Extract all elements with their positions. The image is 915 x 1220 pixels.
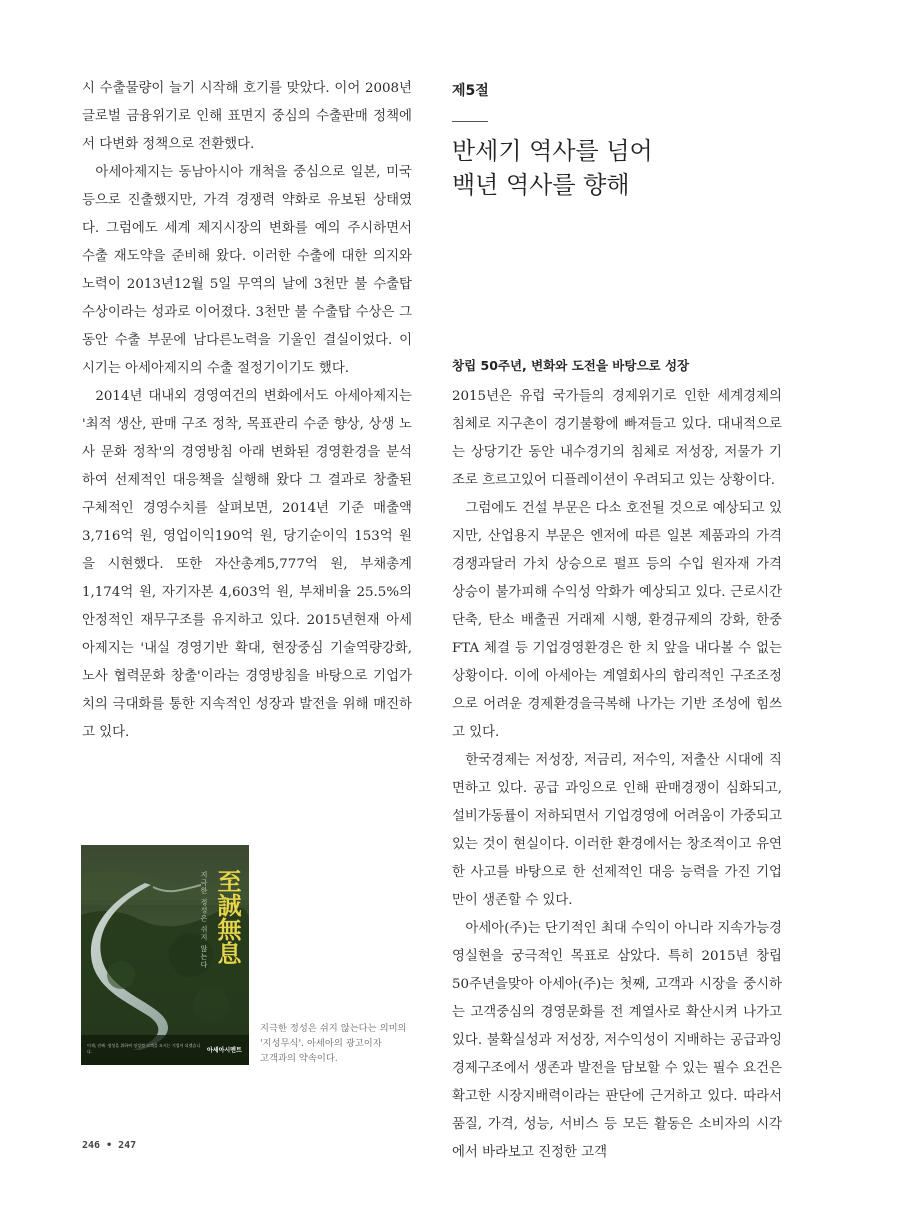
section-title bbox=[452, 134, 653, 202]
image-caption: 지극한 정성은 쉬지 않는다는 의미의 '지성무식'. 아세아의 광고이자 고객과의 약속이다. bbox=[260, 1023, 407, 1064]
subheading: 창립 50주년, 변화와 도전을 바탕으로 성장 bbox=[452, 358, 690, 373]
section-label: 제5절 bbox=[452, 83, 489, 99]
poster-brand-logo: 아세아시멘트 bbox=[207, 1047, 242, 1054]
advertisement-poster-image bbox=[81, 845, 249, 1065]
body-paragraph: 한국경제는 저성장, 저금리, 저수익, 저출산 시대에 직면하고 있다. 공급 과잉으로 인해 판매경쟁이 심화되고, 설비가동률이 저하되면서 기업경영에 어려움이 가중되고 있는 것이 현실이다. 이러한 환경에서는 창조적이고 유연한 사고를 바탕으로 한 선제적인 대응 능력을 가진 기업만이 생존할 수 있다. bbox=[452, 753, 782, 908]
section-title-line: 백년 역사를 향해 bbox=[452, 171, 630, 199]
page-numbers: 246 • 247 bbox=[82, 1140, 137, 1151]
body-paragraph: 아세아(주)는 단기적인 최대 수익이 아니라 지속가능경영실현을 궁극적인 목표로 삼았다. 특히 2015년 창립 50주년을맞아 아세아(주)는 첫째, 고객과 시장을 중시하는 고객중심의 경영문화를 전 계열사로 확산시켜 나가고 있다. 불확실성과 저성장, 저수익성이 지배하는 공급과잉 경제구조에서 생존과 발전을 담보할 수 있는 필수 요건은 확고한 시장지배력이라는 판단에 근거하고 있다. 따라서 품질, 가격, 성능, 서비스 등 모든 활동은 소비자의 시각에서 바라보고 진정한 고객 bbox=[452, 921, 783, 1160]
body-paragraph: 시 수출물량이 늘기 시작해 호기를 맞았다. 이어 2008년 글로벌 금융위기로 인해 표면지 중심의 수출판매 정책에서 다변화 정책으로 전환했다. bbox=[82, 81, 412, 152]
right-text-column bbox=[452, 383, 782, 1167]
poster-calligraphy: 至誠無息 bbox=[213, 869, 242, 965]
poster-slogan: 이제, 진짜. 정성을 위하여 정성껏 고객을 모시는 기업이 되겠습니다. bbox=[87, 1043, 201, 1054]
body-paragraph: 2014년 대내외 경영여건의 변화에서도 아세아제지는 '최적 생산, 판매 구조 정착, 목표관리 수준 향상, 상생 노사 문화 정착'의 경영방침 아래 변화된 경영환경을 분석하여 선제적인 대응책을 실행해 왔다 그 결과로 창출된 구체적인 경영수치를 살펴보면, 2014년 기준 매출액 3,716억 원, 영업이익190억 원, 당기순이익 153억 원을 시현했다. 또한 자산총계5,777억 원, 부채총계 1,174억 원, 자기자본 4,603억 원, 부채비율 25.5%의 안정적인 재무구조를 유지하고 있다. 2015년현재 아세아제지는 '내실 경영기반 확대, 현장중심 기술역량강화, 노사 협력문화 창출'이라는 경영방침을 바탕으로 기업가치의 극대화를 통한 지속적인 성장과 발전을 위해 매진하고 있다. bbox=[82, 389, 413, 740]
section-divider bbox=[452, 121, 488, 122]
poster-vertical-text: 지극한 정성은 쉬지 않는다 bbox=[200, 871, 208, 969]
section-title-line: 반세기 역사를 넘어 bbox=[452, 137, 653, 165]
left-text-column bbox=[82, 75, 412, 747]
body-paragraph: 아세아제지는 동남아시아 개척을 중심으로 일본, 미국 등으로 진출했지만, 가격 경쟁력 약화로 유보된 상태였다. 그럼에도 세계 제지시장의 변화를 예의 주시하면서 수출 재도약을 준비해 왔다. 이러한 수출에 대한 의지와 노력이 2013년12월 5일 무역의 날에 3천만 불 수출탑 수상이라는 성과로 이어졌다. 3천만 불 수출탑 수상은 그동안 수출 부문에 남다른노력을 기울인 결실이었다. 이 시기는 아세아제지의 수출 절정기이기도 했다. bbox=[82, 165, 412, 376]
body-paragraph: 2015년은 유럽 국가들의 경제위기로 인한 세계경제의 침체로 지구촌이 경기불황에 빠져들고 있다. 대내적으로는 상당기간 동안 내수경기의 침체로 저성장, 저물가 기조로 흐르고있어 디플레이션이 우려되고 있는 상황이다. bbox=[452, 389, 782, 488]
body-paragraph: 그럼에도 건설 부문은 다소 호전될 것으로 예상되고 있지만, 산업용지 부문은 엔저에 따른 일본 제품과의 가격경쟁과달러 가치 상승으로 펄프 등의 수입 원자재 가격 상승이 불가피해 수익성 악화가 예상되고 있다. 근로시간 단축, 탄소 배출권 거래제 시행, 환경규제의 강화, 한중 FTA 체결 등 기업경영환경은 한 치 앞을 내다볼 수 없는 상황이다. 이에 아세아는 계열회사의 합리적인 구조조정으로 어려운 경제환경을극복해 나가는 기반 조성에 힘쓰고 있다. bbox=[452, 501, 783, 740]
